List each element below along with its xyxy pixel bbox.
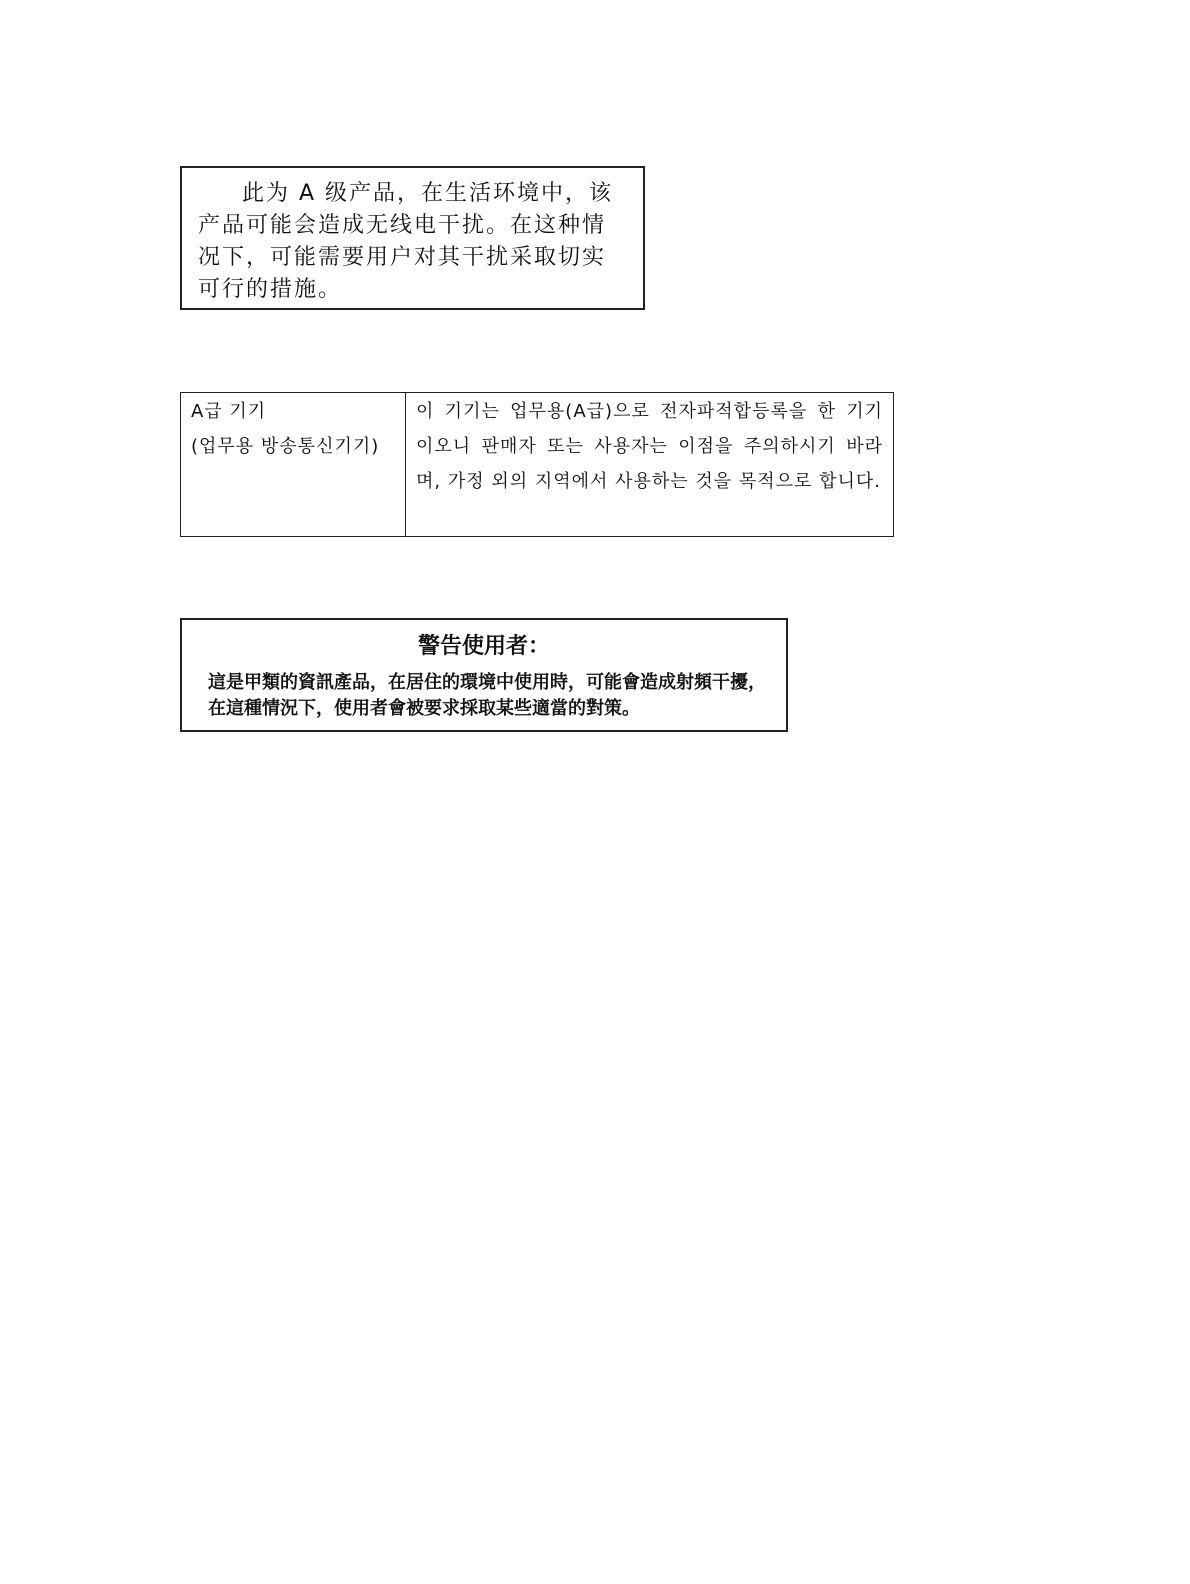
china-notice-text: 此为 A 级产品，在生活环境中，该产品可能会造成无线电干扰。在这种情况下，可能需要用户对其干扰采取切实可行的措施。 [198, 181, 614, 302]
korea-notice-label-cell [181, 393, 406, 536]
taiwan-class-a-notice [180, 618, 788, 732]
korea-class-a-notice [180, 392, 894, 537]
taiwan-notice-title: 警告使用者： [417, 633, 550, 659]
korea-notice-text-cell: 이 기기는 업무용(A급)으로 전자파적합등록을 한 기기이오니 판매자 또는 사용자는 이점을 주의하시기 바라며, 가정 외의 지역에서 사용하는 것을 목적으로 합니다. [416, 401, 883, 492]
korea-notice-device-type: (업무용 방송통신기기) [191, 436, 380, 457]
korea-notice-class-label: A급 기기 [191, 401, 267, 422]
taiwan-notice-text: 這是甲類的資訊產品，在居住的環境中使用時，可能會造成射頻干擾，在這種情況下，使用者會被要求採取某些適當的對策。 [208, 672, 766, 719]
china-class-a-notice [180, 166, 645, 310]
